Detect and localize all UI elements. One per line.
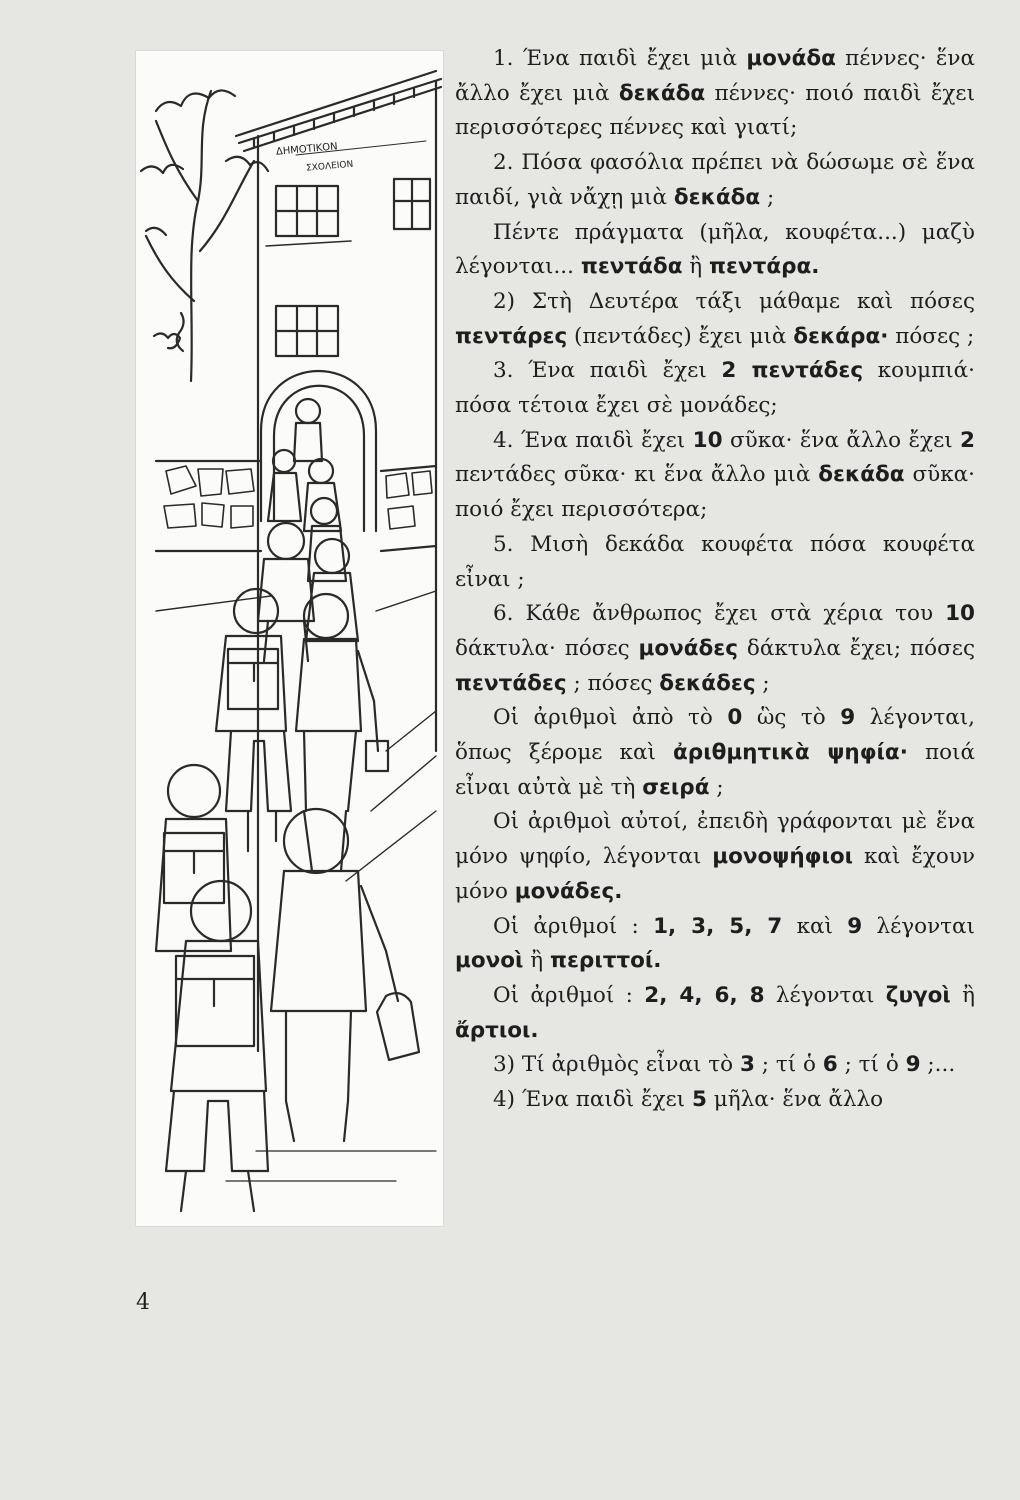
bold-term: 9 — [840, 705, 856, 731]
bold-term: 5 — [691, 1087, 707, 1113]
text-run: Ένα παιδὶ ἔχει — [528, 358, 722, 384]
question-2 — [455, 146, 975, 215]
text-run: Μισὴ δεκάδα κουφέτα πόσα κουφέτα εἶναι ; — [455, 531, 975, 592]
bold-term: δεκάδα — [618, 80, 706, 106]
bold-term: δεκάδα — [673, 184, 761, 210]
item-number: 4. — [493, 427, 514, 453]
school-children-illustration — [135, 50, 444, 1227]
text-run: ; πόσες — [566, 670, 660, 696]
text-run: ; τί ὁ — [837, 1052, 906, 1078]
question-4 — [455, 424, 975, 528]
text-run: ; — [755, 670, 770, 696]
text-run: λέγονται — [764, 982, 886, 1008]
text-run: ἢ — [523, 948, 550, 974]
paragraph-monopsifioi — [455, 805, 975, 909]
text-run: ; — [709, 774, 724, 800]
bold-term: 1, 3, 5, 7 — [653, 913, 783, 939]
item-number: 1. — [493, 46, 514, 71]
bold-term: μονοὶ — [455, 948, 524, 974]
bold-term: πεντάδα — [580, 254, 683, 280]
text-run: μῆλα· ἕνα ἄλλο — [706, 1087, 884, 1113]
question-1 — [455, 42, 975, 146]
text-run: πέννες· ποιό παιδὶ ἔχει περισσότερες πέννες καὶ γιατί; — [455, 80, 976, 141]
text-run: σῦκα· ἕνα ἄλλο ἔχει — [722, 427, 961, 453]
paragraph-odd — [455, 910, 975, 979]
children-drawing — [156, 399, 436, 1211]
question-5 — [455, 528, 975, 597]
text-run: καὶ — [782, 913, 848, 939]
text-run: Ένα παιδὶ ἔχει — [521, 1087, 692, 1113]
bold-term: ζυγοὶ — [885, 982, 951, 1008]
item-number: 2) — [493, 288, 516, 314]
bold-term: 9 — [847, 913, 863, 939]
bold-term: 6 — [822, 1052, 838, 1078]
tree-drawing — [141, 90, 268, 381]
bold-term: 9 — [905, 1052, 921, 1078]
text-run: (πεντάδες) ἔχει μιὰ — [567, 323, 794, 349]
text-run: ; τί ὁ — [754, 1052, 823, 1078]
page-number: 4 — [136, 1290, 150, 1315]
text-run: Οἱ ἀριθμοὶ ἀπὸ τὸ — [493, 705, 728, 731]
text-run: κουμπιά· πόσα τέτοια ἔχει σὲ μονάδες; — [455, 358, 975, 419]
text-run: πέννες· ἕνα ἄλλο ἔχει μιὰ — [455, 46, 975, 106]
section-3 — [455, 1048, 975, 1083]
exercise-text — [455, 42, 975, 1118]
bold-term: πεντάρα. — [709, 254, 820, 280]
bold-term: 3 — [739, 1052, 755, 1078]
text-run: ;... — [920, 1052, 956, 1078]
text-run: Πόσα φασόλια πρέπει νὰ δώσωμε σὲ ἕνα παιδί, γιὰ νἄχῃ μιὰ — [455, 150, 975, 210]
bold-term: σειρά — [642, 774, 710, 800]
section-4 — [455, 1083, 975, 1118]
paragraph-pentada — [455, 216, 975, 285]
text-run: πόσες ; — [888, 323, 975, 349]
school-sign-line1: ΔΗΜΟΤΙΚΟΝ — [275, 141, 339, 158]
text-run: ἢ — [950, 982, 975, 1008]
item-number: 2. — [493, 150, 514, 176]
bold-term: 2 — [960, 427, 976, 453]
text-run: ποιά εἶναι αὐτὰ μὲ τὴ — [455, 740, 976, 800]
text-run: δάκτυλα ἔχει; πόσες — [738, 635, 975, 661]
item-number: 5. — [493, 531, 514, 557]
text-run: ; — [760, 184, 775, 210]
bold-term: 10 — [945, 601, 975, 627]
text-run: λέγονται, ὅπως ξέρομε καὶ — [455, 705, 976, 766]
section-2 — [455, 285, 975, 354]
text-run: ὣς τὸ — [742, 705, 841, 731]
text-run: Ένα παιδὶ ἔχει — [520, 427, 693, 453]
item-number: 4) — [493, 1087, 516, 1113]
bold-term: δεκάδα — [818, 462, 905, 488]
item-number: 3) — [493, 1052, 516, 1078]
bold-term: ἀριθμητικὰ ψηφία· — [673, 740, 908, 766]
bold-term: μονοψήφιοι — [712, 844, 854, 870]
text-run: Οἱ ἀριθμοί : — [493, 982, 645, 1008]
text-run: Ένα παιδὶ ἔχει μιὰ — [522, 46, 747, 71]
bold-term: περιττοί. — [549, 948, 662, 974]
bold-term: 2 πεντάδες — [721, 358, 864, 384]
text-run: πεντάδες σῦκα· κι ἕνα ἄλλο μιὰ — [455, 462, 819, 488]
bold-term: 2, 4, 6, 8 — [644, 982, 765, 1008]
text-run: σῦκα· ποιό ἔχει περισσότερα; — [455, 462, 975, 523]
text-run: Οἱ ἀριθμοί : — [493, 913, 654, 939]
item-number: 6. — [493, 601, 514, 627]
bold-term: δεκάδες — [659, 670, 756, 696]
text-run: ἢ — [682, 254, 710, 280]
text-run: Στὴ Δευτέρα τάξι μάθαμε καὶ πόσες — [531, 288, 975, 314]
question-6 — [455, 597, 975, 701]
item-number: 3. — [493, 358, 514, 384]
bold-term: πεντάρες — [455, 323, 568, 349]
text-run: Τί ἀριθμὸς εἶναι τὸ — [521, 1052, 740, 1078]
bold-term: μονάδα — [746, 46, 836, 71]
text-run: καὶ ἔχουν μόνο — [455, 844, 975, 904]
question-3 — [455, 354, 975, 423]
bold-term: πεντάδες — [455, 670, 567, 696]
bold-term: μονάδες — [638, 635, 739, 661]
text-run: Κάθε ἄνθρωπος ἔχει στὰ χέρια του — [525, 601, 946, 627]
bold-term: μονάδες. — [514, 878, 623, 904]
text-run: Πέντε πράγματα (μῆλα, κουφέτα...) μαζὺ λέγονται... — [455, 219, 975, 280]
text-run: δάκτυλα· πόσες — [455, 635, 639, 661]
bold-term: 0 — [727, 705, 743, 731]
bold-term: ἄρτιοι. — [455, 1017, 539, 1043]
paragraph-even — [455, 979, 975, 1048]
bold-term: 10 — [692, 427, 723, 453]
text-run: λέγονται — [862, 913, 975, 939]
bold-term: δεκάρα· — [793, 323, 889, 349]
text-run: Οἱ ἀριθμοὶ αὐτοί, ἐπειδὴ γράφονται μὲ ἕνα μόνο ψηφίο, λέγονται — [455, 809, 975, 870]
school-sign-line2: ΣΧΟΛΕΙΟΝ — [305, 159, 354, 174]
paragraph-digits — [455, 701, 975, 805]
